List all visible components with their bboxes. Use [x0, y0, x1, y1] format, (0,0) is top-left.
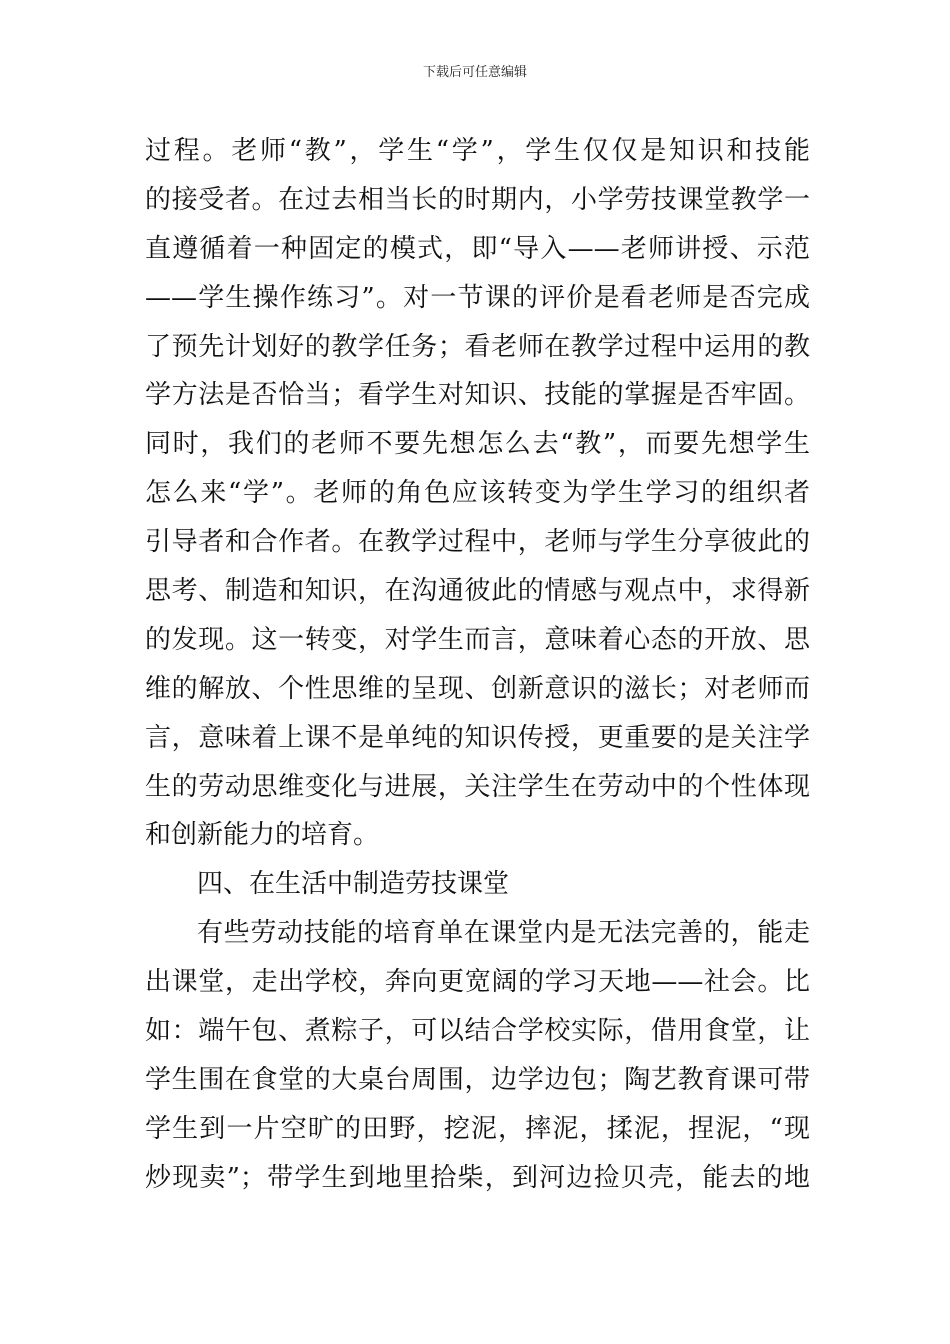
page-header: 下载后可任意编辑: [422, 65, 527, 80]
text-line: ——学生操作练习”。对一节课的评价是看老师是否完成: [145, 282, 810, 313]
text-line: 生的劳动思维变化与进展，关注学生在劳动中的个性体现: [145, 771, 810, 802]
paragraph-first-line: 有些劳动技能的培育单在课堂内是无法完善的，能走: [197, 918, 810, 949]
text-line: 学方法是否恰当；看学生对知识、技能的掌握是否牢固。: [145, 380, 810, 411]
text-line: 引导者和合作者。在教学过程中，老师与学生分享彼此的: [145, 527, 810, 558]
text-line: 的接受者。在过去相当长的时期内，小学劳技课堂教学一: [145, 184, 810, 215]
text-line: 的发现。这一转变，对学生而言，意味着心态的开放、思: [145, 624, 810, 655]
text-line: 直遵循着一种固定的模式，即“导入——老师讲授、示范: [145, 233, 810, 264]
text-line: 如：端午包、煮粽子，可以结合学校实际，借用食堂，让: [145, 1016, 810, 1047]
text-line: 怎么来“学”。老师的角色应该转变为学生学习的组织者: [145, 478, 810, 509]
text-line: 学生围在食堂的大桌台周围，边学边包；陶艺教育课可带: [145, 1064, 810, 1095]
text-line: 和创新能力的培育。: [145, 820, 380, 851]
text-line: 过程。老师“教”，学生“学”，学生仅仅是知识和技能: [145, 136, 810, 166]
text-line: 出课堂，走出学校，奔向更宽阔的学习天地——社会。比: [145, 967, 810, 998]
text-line: 学生到一片空旷的田野，挖泥，摔泥，揉泥，捏泥，“现: [145, 1113, 810, 1144]
text-line: 维的解放、个性思维的呈现、创新意识的滋长；对老师而: [145, 673, 810, 704]
text-line: 同时，我们的老师不要先想怎么去“教”，而要先想学生: [145, 429, 810, 460]
section-heading: 四、在生活中制造劳技课堂: [197, 869, 510, 900]
text-line: 炒现卖”；带学生到地里拾柴，到河边捡贝壳，能去的地: [145, 1162, 810, 1193]
body-text: [145, 127, 810, 1203]
text-line: 思考、制造和知识，在沟通彼此的情感与观点中，求得新: [145, 576, 810, 607]
text-line: 了预先计划好的教学任务；看老师在教学过程中运用的教: [145, 331, 810, 362]
text-line: 言，意味着上课不是单纯的知识传授，更重要的是关注学: [145, 722, 810, 753]
